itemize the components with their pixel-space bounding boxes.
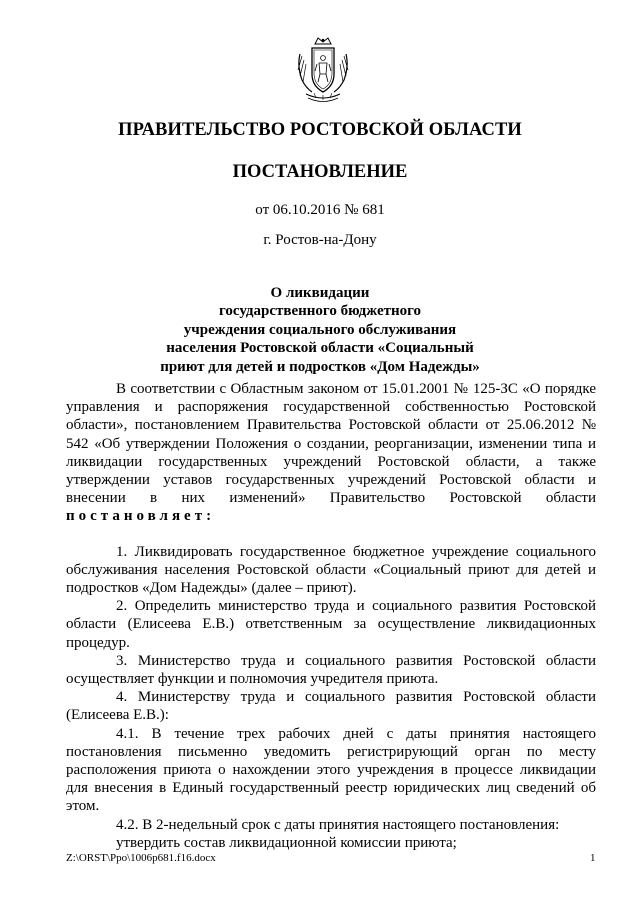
preamble-text: В соответствии с Областным законом от 15.01.2001 № 125-ЗС «О порядке управления и распоряжения государственной собственностью Ростовской области», постановлением Правительства Ростовской области от 25.06.2012 № 542 «Об утверждении Положения о создании, реорганизации, изменении типа и ликвидации государственных учреждений Ростовской области, а также утверждении уставов государственных учреждений Ростовской области и внесении в них изменений» Правительство Ростовской области	[66, 381, 596, 507]
clause-paragraph: 4. Министерству труда и социального развития Ростовской области (Елисеева Е.В.):	[66, 689, 596, 724]
footer-file-path: Z:\ORST\Ppo\1006p681.f16.docx	[66, 852, 216, 864]
clause-paragraph: 1. Ликвидировать государственное бюджетное учреждение социального обслуживания населения Ростовской области «Социальный приют для детей и подростков «Дом Надежды» (далее – приют).	[66, 543, 596, 597]
clause-paragraph: 4.2. В 2-недельный срок с даты принятия настоящего постановления:	[116, 816, 560, 833]
title-line: учреждения социального обслуживания	[183, 321, 457, 338]
clause-paragraph: 3. Министерство труда и социального развития Ростовской области осуществляет функции и полномочия учредителя приюта.	[66, 652, 596, 688]
document-type: ПОСТАНОВЛЕНИЕ	[232, 162, 408, 182]
decree-word: постановляет:	[66, 508, 216, 525]
document-city: г. Ростов-на-Дону	[263, 232, 377, 248]
clause-paragraph: утвердить состав ликвидационной комиссии приюта;	[116, 834, 457, 851]
page-number: 1	[590, 852, 596, 864]
title-line: приют для детей и подростков «Дом Надежды»	[160, 358, 480, 375]
title-line: О ликвидации	[270, 285, 370, 301]
clause-paragraph: 2. Определить министерство труда и социального развития Ростовской области (Елисеева Е.В.) ответственным за осуществление ликвидационных процедур.	[66, 598, 596, 651]
document-date-number: от 06.10.2016 № 681	[255, 202, 385, 218]
document-subject-title	[0, 284, 640, 376]
coat-of-arms-emblem	[294, 36, 352, 106]
clause-paragraph: 4.1. В течение трех рабочих дней с даты принятия настоящего постановления письменно уведомить регистрирующий орган по месту расположения приюта о нахождении этого учреждения в процессе ликвидации для внесения в Единый государственный реестр юридических лиц сведений об этом.	[66, 725, 596, 815]
document-body	[66, 380, 596, 852]
title-line: государственного бюджетного	[218, 303, 422, 320]
preamble-paragraph	[66, 380, 596, 526]
organization-title: ПРАВИТЕЛЬСТВО РОСТОВСКОЙ ОБЛАСТИ	[118, 120, 522, 140]
title-line: населения Ростовской области «Социальный	[166, 340, 474, 357]
